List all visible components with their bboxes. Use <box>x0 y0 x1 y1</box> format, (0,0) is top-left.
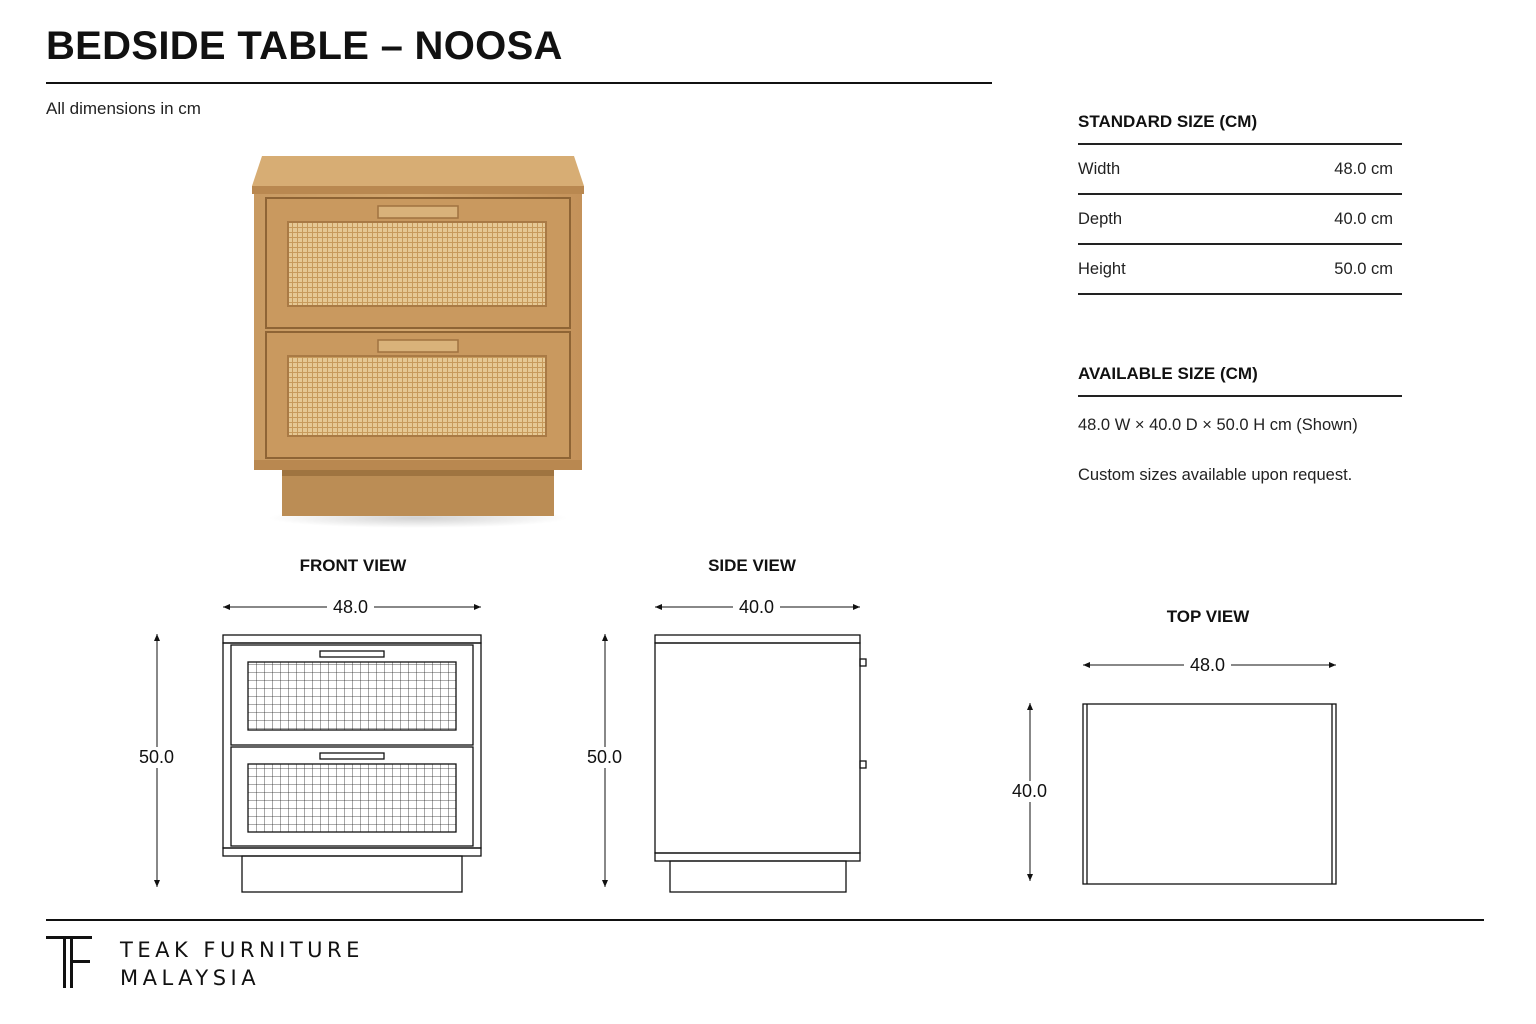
spec-value-height: 50.0 cm <box>1334 260 1393 278</box>
side-depth-dimension: 40.0 <box>733 597 780 618</box>
side-view-label: SIDE VIEW <box>708 556 796 575</box>
brand-name-line1: TEAK FURNITURE <box>120 938 364 962</box>
page-title: BEDSIDE TABLE – NOOSA <box>46 24 563 68</box>
front-height-dimension: 50.0 <box>133 747 180 768</box>
front-view-drawing <box>157 607 481 892</box>
side-view-drawing <box>605 607 866 892</box>
side-height-dimension: 50.0 <box>581 747 628 768</box>
top-depth-dimension: 40.0 <box>1006 781 1053 802</box>
spec-label-depth: Depth <box>1078 210 1123 228</box>
spec-value-width: 48.0 cm <box>1334 160 1393 178</box>
footer-divider <box>46 919 1484 921</box>
front-width-dimension: 48.0 <box>327 597 374 618</box>
top-view-drawing <box>1030 665 1336 884</box>
available-size-heading: AVAILABLE SIZE (CM) <box>1078 364 1258 383</box>
spec-value-depth: 40.0 cm <box>1334 210 1393 228</box>
front-view-label: FRONT VIEW <box>299 556 407 575</box>
top-view-label: TOP VIEW <box>1166 607 1250 626</box>
brand-name-line2: MALAYSIA <box>120 966 261 990</box>
spec-label-height: Height <box>1078 260 1126 278</box>
custom-size-note: Custom sizes available upon request. <box>1078 466 1353 484</box>
brand-logo <box>46 936 96 990</box>
shown-size-text: 48.0 W × 40.0 D × 50.0 H cm (Shown) <box>1078 416 1358 434</box>
spec-label-width: Width <box>1078 160 1121 178</box>
top-width-dimension: 48.0 <box>1184 655 1231 676</box>
standard-size-heading: STANDARD SIZE (CM) <box>1078 112 1258 131</box>
units-note: All dimensions in cm <box>46 99 201 118</box>
